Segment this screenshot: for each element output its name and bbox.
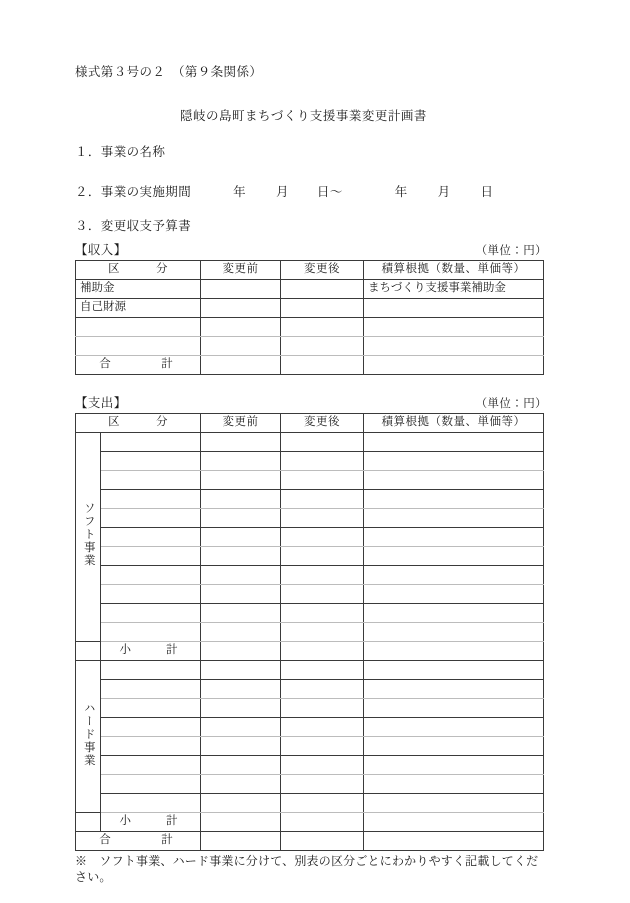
soft-row-basis[interactable] bbox=[364, 452, 544, 471]
income-total-basis[interactable] bbox=[364, 356, 544, 375]
income-row-after[interactable] bbox=[281, 280, 364, 299]
soft-row-category[interactable] bbox=[101, 509, 201, 528]
income-row-category[interactable]: 自己財源 bbox=[76, 299, 201, 318]
soft-row-after[interactable] bbox=[281, 585, 364, 604]
hard-business-subtotal-row bbox=[76, 813, 544, 832]
soft-row-after[interactable] bbox=[281, 566, 364, 585]
period-year-from: 年 bbox=[233, 185, 247, 199]
soft-business-label: ソフト事業 bbox=[82, 502, 95, 568]
item-business-period bbox=[75, 182, 547, 200]
table-row bbox=[76, 528, 544, 547]
table-row bbox=[76, 299, 544, 318]
income-total-before[interactable] bbox=[201, 356, 281, 375]
soft-row-before[interactable] bbox=[201, 547, 281, 566]
hard-subtotal-label: 小 計 bbox=[101, 813, 201, 832]
income-row-after[interactable] bbox=[281, 299, 364, 318]
hard-row-category[interactable] bbox=[101, 794, 201, 813]
soft-row-basis[interactable] bbox=[364, 547, 544, 566]
hard-subtotal-before[interactable] bbox=[201, 813, 281, 832]
period-day-from: 日〜 bbox=[316, 185, 343, 199]
table-row bbox=[76, 756, 544, 775]
soft-row-after[interactable] bbox=[281, 547, 364, 566]
table-row bbox=[76, 433, 544, 452]
income-caption: 【収入】 bbox=[75, 243, 127, 257]
soft-row-basis[interactable] bbox=[364, 604, 544, 623]
soft-row-basis[interactable] bbox=[364, 528, 544, 547]
income-total-after[interactable] bbox=[281, 356, 364, 375]
expenditure-header-basis: 積算根拠（数量、単価等） bbox=[364, 414, 544, 433]
form-number: 様式第３号の２ （第９条関係） bbox=[75, 65, 263, 79]
table-row bbox=[76, 566, 544, 585]
hard-business-label-cell bbox=[76, 661, 101, 813]
soft-row-after[interactable] bbox=[281, 623, 364, 642]
hard-row-after[interactable] bbox=[281, 775, 364, 794]
soft-subtotal-label: 小 計 bbox=[101, 642, 201, 661]
hard-row-basis[interactable] bbox=[364, 775, 544, 794]
income-row-basis[interactable] bbox=[364, 318, 544, 337]
soft-subtotal-before[interactable] bbox=[201, 642, 281, 661]
expenditure-total-label: 合 計 bbox=[76, 832, 201, 851]
hard-row-category[interactable] bbox=[101, 718, 201, 737]
hard-row-basis[interactable] bbox=[364, 794, 544, 813]
income-row-before[interactable] bbox=[201, 280, 281, 299]
hard-subtotal-basis[interactable] bbox=[364, 813, 544, 832]
table-row bbox=[76, 661, 544, 680]
soft-row-before[interactable] bbox=[201, 604, 281, 623]
expenditure-caption-row bbox=[75, 393, 547, 411]
hard-row-category[interactable] bbox=[101, 737, 201, 756]
hard-row-category[interactable] bbox=[101, 775, 201, 794]
expenditure-table bbox=[75, 413, 544, 851]
soft-row-before[interactable] bbox=[201, 509, 281, 528]
soft-row-category[interactable] bbox=[101, 433, 201, 452]
hard-row-category[interactable] bbox=[101, 661, 201, 680]
document-title: 隠岐の島町まちづくり支援事業変更計画書 bbox=[180, 109, 427, 123]
income-row-after[interactable] bbox=[281, 337, 364, 356]
hard-row-basis[interactable] bbox=[364, 680, 544, 699]
soft-row-before[interactable] bbox=[201, 623, 281, 642]
hard-row-before[interactable] bbox=[201, 718, 281, 737]
expenditure-header-before: 変更前 bbox=[201, 414, 281, 433]
soft-row-category[interactable] bbox=[101, 528, 201, 547]
hard-row-basis[interactable] bbox=[364, 699, 544, 718]
income-caption-row bbox=[75, 240, 547, 258]
income-row-before[interactable] bbox=[201, 299, 281, 318]
income-header-after: 変更後 bbox=[281, 261, 364, 280]
hard-row-basis[interactable] bbox=[364, 756, 544, 775]
soft-row-category[interactable] bbox=[101, 490, 201, 509]
soft-row-before[interactable] bbox=[201, 433, 281, 452]
soft-row-basis[interactable] bbox=[364, 566, 544, 585]
hard-row-before[interactable] bbox=[201, 737, 281, 756]
soft-row-category[interactable] bbox=[101, 471, 201, 490]
table-row bbox=[76, 318, 544, 337]
table-row bbox=[76, 337, 544, 356]
hard-row-before[interactable] bbox=[201, 680, 281, 699]
expenditure-total-basis[interactable] bbox=[364, 832, 544, 851]
item-business-name: １．事業の名称 bbox=[75, 145, 166, 159]
soft-row-category[interactable] bbox=[101, 566, 201, 585]
hard-row-after[interactable] bbox=[281, 737, 364, 756]
hard-row-basis[interactable] bbox=[364, 718, 544, 737]
soft-row-before[interactable] bbox=[201, 452, 281, 471]
income-total-row bbox=[76, 356, 544, 375]
soft-row-before[interactable] bbox=[201, 490, 281, 509]
soft-row-before[interactable] bbox=[201, 566, 281, 585]
income-row-basis[interactable]: まちづくり支援事業補助金 bbox=[364, 280, 544, 299]
table-row bbox=[76, 452, 544, 471]
period-label: ２．事業の実施期間 bbox=[75, 185, 192, 199]
soft-row-category[interactable] bbox=[101, 452, 201, 471]
hard-row-after[interactable] bbox=[281, 756, 364, 775]
hard-business-group bbox=[76, 661, 544, 832]
table-row bbox=[76, 623, 544, 642]
hard-row-basis[interactable] bbox=[364, 661, 544, 680]
soft-row-before[interactable] bbox=[201, 528, 281, 547]
hard-row-after[interactable] bbox=[281, 794, 364, 813]
soft-row-basis[interactable] bbox=[364, 471, 544, 490]
expenditure-unit: （単位：円） bbox=[475, 398, 547, 410]
item-budget-heading: ３．変更収支予算書 bbox=[75, 219, 192, 233]
income-total-label: 合 計 bbox=[76, 356, 201, 375]
income-row-before[interactable] bbox=[201, 318, 281, 337]
income-row-basis[interactable] bbox=[364, 337, 544, 356]
hard-row-before[interactable] bbox=[201, 775, 281, 794]
hard-row-before[interactable] bbox=[201, 794, 281, 813]
soft-row-after[interactable] bbox=[281, 509, 364, 528]
expenditure-caption: 【支出】 bbox=[75, 396, 127, 410]
soft-row-after[interactable] bbox=[281, 452, 364, 471]
income-row-category[interactable] bbox=[76, 318, 201, 337]
soft-row-basis[interactable] bbox=[364, 433, 544, 452]
soft-row-basis[interactable] bbox=[364, 509, 544, 528]
hard-row-before[interactable] bbox=[201, 756, 281, 775]
hard-row-category[interactable] bbox=[101, 699, 201, 718]
income-header-before: 変更前 bbox=[201, 261, 281, 280]
hard-row-before[interactable] bbox=[201, 661, 281, 680]
expenditure-total-row bbox=[76, 832, 544, 851]
soft-row-basis[interactable] bbox=[364, 623, 544, 642]
soft-row-basis[interactable] bbox=[364, 490, 544, 509]
income-row-before[interactable] bbox=[201, 337, 281, 356]
income-row-after[interactable] bbox=[281, 318, 364, 337]
expenditure-total-before[interactable] bbox=[201, 832, 281, 851]
period-year-to: 年 bbox=[394, 185, 408, 199]
hard-row-category[interactable] bbox=[101, 756, 201, 775]
form-content bbox=[75, 62, 547, 885]
table-row bbox=[76, 509, 544, 528]
income-header-basis: 積算根拠（数量、単価等） bbox=[364, 261, 544, 280]
footer-note: ※ ソフト事業、ハード事業に分けて、別表の区分ごとにわかりやすく記載してください。 bbox=[75, 854, 539, 885]
period-month-from: 月 bbox=[276, 185, 289, 199]
soft-row-category[interactable] bbox=[101, 604, 201, 623]
income-header-category: 区 分 bbox=[76, 261, 201, 280]
soft-row-after[interactable] bbox=[281, 471, 364, 490]
hard-subtotal-after[interactable] bbox=[281, 813, 364, 832]
table-row bbox=[76, 718, 544, 737]
hard-row-before[interactable] bbox=[201, 699, 281, 718]
soft-row-after[interactable] bbox=[281, 528, 364, 547]
income-row-category[interactable]: 補助金 bbox=[76, 280, 201, 299]
hard-business-label: ハード事業 bbox=[82, 701, 95, 767]
soft-row-category[interactable] bbox=[101, 585, 201, 604]
soft-row-category[interactable] bbox=[101, 547, 201, 566]
table-row bbox=[76, 775, 544, 794]
income-unit: （単位：円） bbox=[475, 245, 547, 257]
table-row bbox=[76, 280, 544, 299]
hard-row-after[interactable] bbox=[281, 718, 364, 737]
table-row bbox=[76, 680, 544, 699]
expenditure-header-category: 区 分 bbox=[76, 414, 201, 433]
hard-row-after[interactable] bbox=[281, 699, 364, 718]
soft-row-after[interactable] bbox=[281, 604, 364, 623]
soft-row-after[interactable] bbox=[281, 490, 364, 509]
period-day-to: 日 bbox=[480, 185, 494, 199]
table-row bbox=[76, 547, 544, 566]
table-row bbox=[76, 604, 544, 623]
hard-row-category[interactable] bbox=[101, 680, 201, 699]
table-row bbox=[76, 737, 544, 756]
period-month-to: 月 bbox=[437, 185, 451, 199]
income-row-category[interactable] bbox=[76, 337, 201, 356]
soft-row-before[interactable] bbox=[201, 471, 281, 490]
soft-row-after[interactable] bbox=[281, 433, 364, 452]
soft-business-label-cell bbox=[76, 433, 101, 642]
table-row bbox=[76, 471, 544, 490]
hard-row-basis[interactable] bbox=[364, 737, 544, 756]
soft-row-before[interactable] bbox=[201, 585, 281, 604]
soft-subtotal-after[interactable] bbox=[281, 642, 364, 661]
table-row bbox=[76, 699, 544, 718]
expenditure-total-after[interactable] bbox=[281, 832, 364, 851]
soft-row-category[interactable] bbox=[101, 623, 201, 642]
table-row bbox=[76, 490, 544, 509]
hard-row-after[interactable] bbox=[281, 661, 364, 680]
soft-business-subtotal-row bbox=[76, 642, 544, 661]
table-row bbox=[76, 585, 544, 604]
soft-row-basis[interactable] bbox=[364, 585, 544, 604]
hard-row-after[interactable] bbox=[281, 680, 364, 699]
income-table bbox=[75, 260, 544, 375]
expenditure-header-after: 変更後 bbox=[281, 414, 364, 433]
income-header-row bbox=[76, 261, 544, 280]
table-row bbox=[76, 794, 544, 813]
income-row-basis[interactable] bbox=[364, 299, 544, 318]
soft-subtotal-basis[interactable] bbox=[364, 642, 544, 661]
soft-business-group bbox=[76, 433, 544, 661]
expenditure-header-row bbox=[76, 414, 544, 433]
